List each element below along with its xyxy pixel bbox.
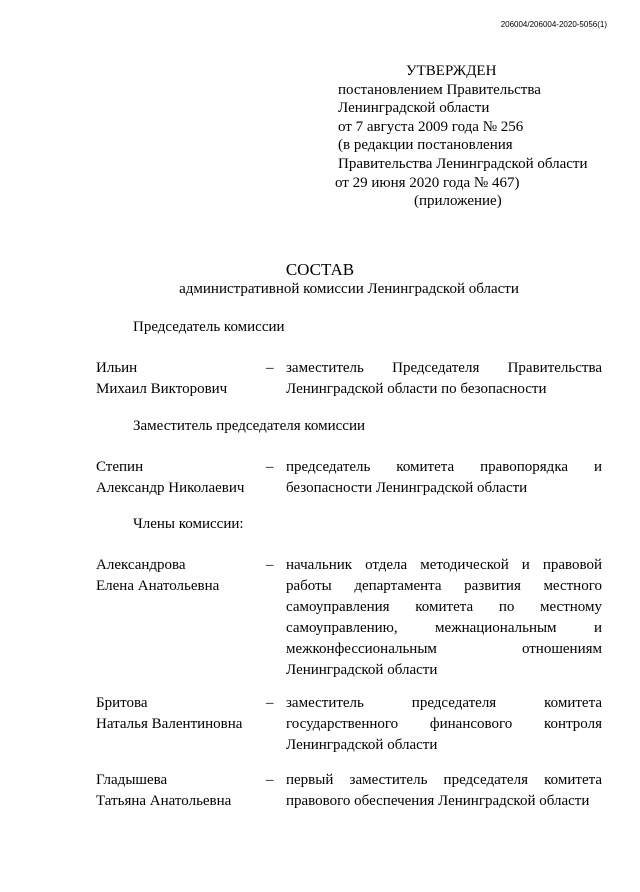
section-members: Члены комиссии: <box>133 516 244 532</box>
member-surname: Гладышева <box>96 772 168 788</box>
member-given-names: Александр Николаевич <box>96 480 245 496</box>
member-role: заместитель председателя комитета государственного финансового контроля Ленинградской области <box>286 695 602 753</box>
approval-line: (в редакции постановления <box>338 137 513 154</box>
member-surname: Бритова <box>96 695 148 711</box>
document-subtitle: административной комиссии Ленинградской области <box>179 281 519 297</box>
member-name <box>96 693 261 735</box>
member-name <box>96 457 261 499</box>
approval-stamp <box>335 62 628 211</box>
approval-line: Правительства Ленинградской области <box>338 155 588 172</box>
approval-line: от 29 июня 2020 года № 467) <box>335 174 520 191</box>
member-role: председатель комитета правопорядка и безопасности Ленинградской области <box>286 459 602 496</box>
member-surname: Ильин <box>96 360 138 376</box>
member-surname: Александрова <box>96 557 186 573</box>
member-given-names: Елена Анатольевна <box>96 578 220 594</box>
approval-heading: УТВЕРЖДЕН <box>406 63 497 79</box>
approval-line: от 7 августа 2009 года № 256 <box>338 118 524 135</box>
member-dash: – <box>266 557 274 573</box>
member-given-names: Михаил Викторович <box>96 381 228 397</box>
member-dash: – <box>266 459 274 475</box>
document-id: 206004/206004-2020-5056(1) <box>500 20 607 29</box>
member-surname: Степин <box>96 459 144 475</box>
member-given-names: Татьяна Анатольевна <box>96 793 232 809</box>
member-name <box>96 358 261 400</box>
section-deputy: Заместитель председателя комиссии <box>133 418 366 434</box>
member-name <box>96 770 261 812</box>
member-given-names: Наталья Валентиновна <box>96 716 243 732</box>
approval-note: (приложение) <box>414 193 502 210</box>
member-role: первый заместитель председателя комитета правового обеспечения Ленинградской области <box>286 772 602 809</box>
member-role: начальник отдела методической и правовой работы департамента развития местного самоуправления комитета по местному самоуправлению, межнациональным и межконфессиональным отношениям Ленинградской области <box>286 557 602 678</box>
member-dash: – <box>266 695 274 711</box>
member-dash: – <box>266 772 274 788</box>
section-chair: Председатель комиссии <box>133 319 285 335</box>
approval-line: постановлением Правительства <box>338 81 541 98</box>
member-dash: – <box>266 360 274 376</box>
approval-line: Ленинградской области <box>338 100 490 117</box>
member-name <box>96 555 261 597</box>
document-title: СОСТАВ <box>285 260 355 279</box>
member-role: заместитель Председателя Правительства Ленинградской области по безопасности <box>286 360 602 397</box>
